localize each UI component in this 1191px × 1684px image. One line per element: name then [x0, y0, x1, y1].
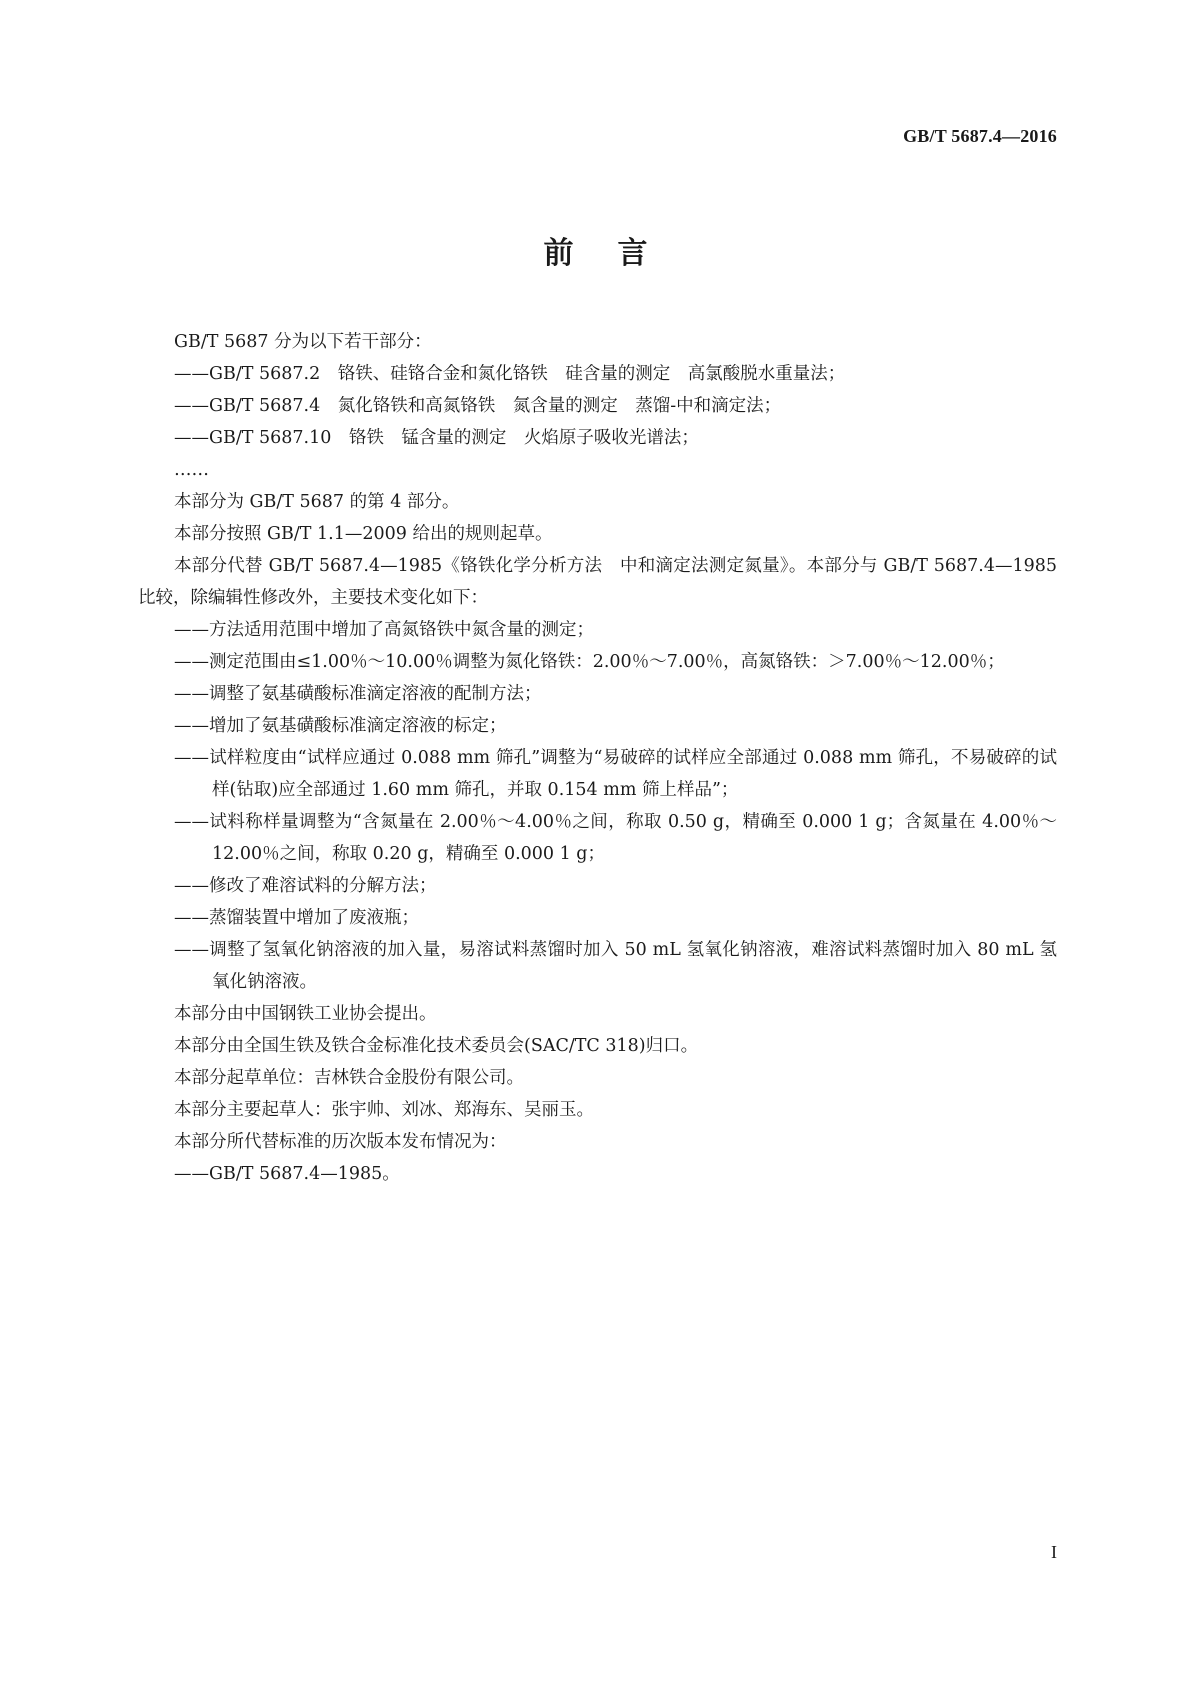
- paragraph-parts-intro: GB/T 5687 分为以下若干部分：: [174, 332, 432, 352]
- list-item-change-preparation: ——调整了氨基磺酸标准滴定溶液的配制方法；: [174, 684, 542, 704]
- document-body: [138, 326, 1057, 1190]
- list-item-previous-edition: ——GB/T 5687.4—1985。: [174, 1164, 400, 1184]
- page-title: 前言: [543, 236, 692, 271]
- list-item-change-naoh: ——调整了氢氧化钠溶液的加入量，易溶试料蒸馏时加入 50 mL 氢氧化钠溶液，难溶试料蒸馏时加入 80 mL 氢氧化钠溶液。: [174, 940, 1057, 992]
- list-item-part-2: ——GB/T 5687.2 铬铁、硅铬合金和氮化铬铁 硅含量的测定 高氯酸脱水重量法；: [174, 364, 846, 384]
- paragraph-committee: 本部分由全国生铁及铁合金标准化技术委员会(SAC/TC 318)归口。: [174, 1036, 699, 1056]
- list-item-change-range: ——测定范围由≤1.00％～10.00％调整为氮化铬铁：2.00％～7.00％，高氮铬铁：＞7.00％～12.00％；: [174, 652, 1005, 672]
- list-item-change-granularity: ——试样粒度由“试样应通过 0.088 mm 筛孔”调整为“易破碎的试样应全部通过 0.088 mm 筛孔，不易破碎的试样(钻取)应全部通过 1.60 mm 筛孔，并取 0.154 mm 筛上样品”；: [174, 748, 1057, 800]
- list-item-change-scope: ——方法适用范围中增加了高氮铬铁中氮含量的测定；: [174, 620, 594, 640]
- list-item-change-sample-mass: ——试料称样量调整为“含氮量在 2.00％～4.00％之间，称取 0.50 g，精确至 0.000 1 g；含氮量在 4.00％～12.00％之间，称取 0.20 g，精确至 0.000 1 g；: [174, 812, 1057, 864]
- standard-code-header: GB/T 5687.4—2016: [903, 126, 1057, 146]
- paragraph-drafters: 本部分主要起草人：张宇帅、刘冰、郑海东、吴丽玉。: [174, 1100, 594, 1120]
- page-number: I: [1051, 1542, 1057, 1562]
- paragraph-proposed-by: 本部分由中国钢铁工业协会提出。: [174, 1004, 437, 1024]
- paragraph-drafting-unit: 本部分起草单位：吉林铁合金股份有限公司。: [174, 1068, 524, 1088]
- ellipsis-line: ……: [174, 460, 209, 480]
- paragraph-part-number: 本部分为 GB/T 5687 的第 4 部分。: [174, 492, 460, 512]
- paragraph-drafting-rules: 本部分按照 GB/T 1.1—2009 给出的规则起草。: [174, 524, 553, 544]
- paragraph-replaces: 本部分代替 GB/T 5687.4—1985《铬铁化学分析方法 中和滴定法测定氮量》。本部分与 GB/T 5687.4—1985 比较，除编辑性修改外，主要技术变化如下：: [138, 556, 1057, 608]
- list-item-change-decomposition: ——修改了难溶试料的分解方法；: [174, 876, 437, 896]
- list-item-change-standardization: ——增加了氨基磺酸标准滴定溶液的标定；: [174, 716, 507, 736]
- list-item-part-4: ——GB/T 5687.4 氮化铬铁和高氮铬铁 氮含量的测定 蒸馏-中和滴定法；: [174, 396, 782, 416]
- list-item-change-waste-bottle: ——蒸馏装置中增加了废液瓶；: [174, 908, 419, 928]
- list-item-part-10: ——GB/T 5687.10 铬铁 锰含量的测定 火焰原子吸收光谱法；: [174, 428, 699, 448]
- paragraph-previous-editions: 本部分所代替标准的历次版本发布情况为：: [174, 1132, 507, 1152]
